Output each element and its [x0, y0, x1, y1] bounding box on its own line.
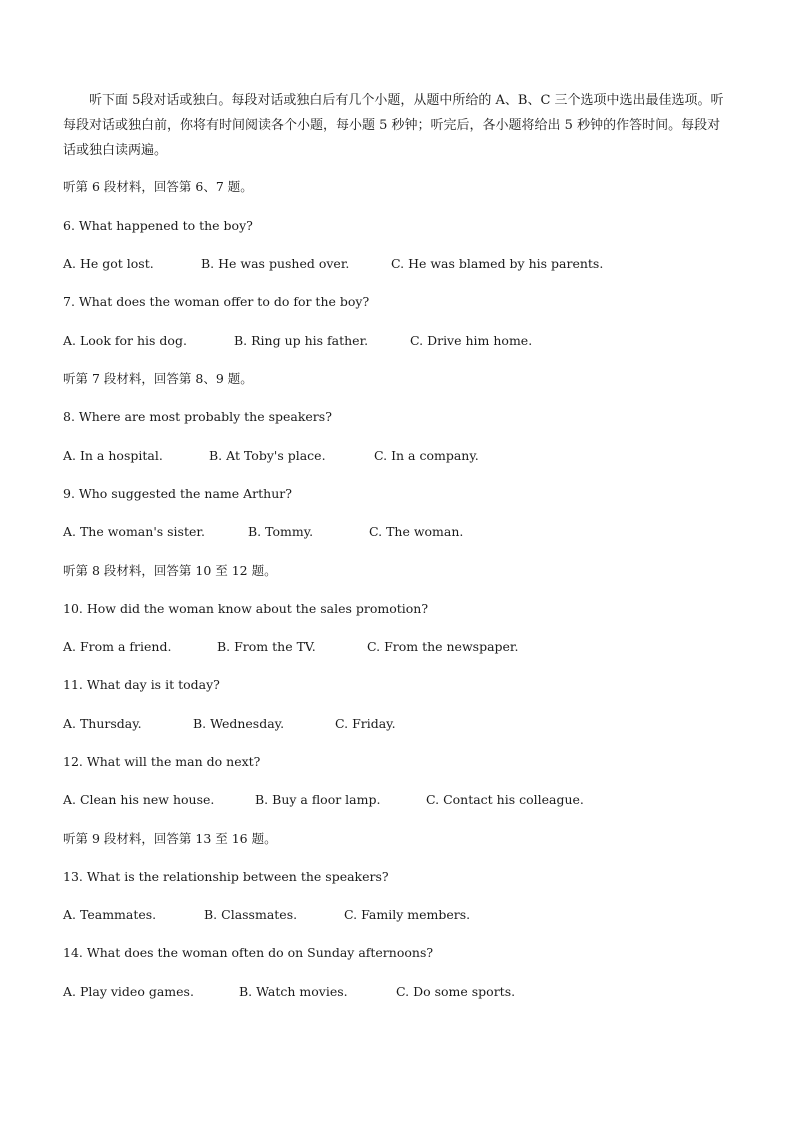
question-10: 10. How did the woman know about the sales promotion? — [63, 601, 429, 616]
option-b: B. Watch movies. — [239, 984, 348, 999]
option-c: C. Drive him home. — [410, 333, 533, 348]
question-11: 11. What day is it today? — [63, 677, 220, 692]
option-c: C. Do some sports. — [396, 984, 516, 999]
option-a: A. In a hospital. — [63, 448, 163, 463]
section-heading: 听第 6 段材料，回答第 6、7 题。 — [63, 179, 253, 194]
option-b: B. He was pushed over. — [201, 256, 350, 271]
option-b: B. Buy a floor lamp. — [255, 792, 381, 807]
question-13: 13. What is the relationship between the speakers? — [63, 869, 389, 884]
option-a: A. Play video games. — [63, 984, 194, 999]
question-7: 7. What does the woman offer to do for the boy? — [63, 294, 370, 309]
option-c: C. Family members. — [344, 907, 471, 922]
section-heading: 听第 8 段材料，回答第 10 至 12 题。 — [63, 563, 277, 578]
option-b: B. From the TV. — [217, 639, 316, 654]
option-a: A. From a friend. — [63, 639, 172, 654]
option-c: C. He was blamed by his parents. — [391, 256, 604, 271]
section-instructions: 听下面 5段对话或独白。每段对话或独白后有几个小题，从题中所给的 A、B、C 三个选项中选出最佳选项。听每段对话或独白前，你将有时间阅读各个小题，每小题 5 秒钟；听完后，各小题将给出 5 秒钟的作答时间。每段对话或独白读两遍。 — [63, 93, 724, 158]
option-a: A. Thursday. — [63, 716, 142, 731]
question-12: 12. What will the man do next? — [63, 754, 261, 769]
question-8: 8. Where are most probably the speakers? — [63, 409, 332, 424]
option-c: C. Contact his colleague. — [426, 792, 584, 807]
option-a: A. Clean his new house. — [63, 792, 215, 807]
question-6: 6. What happened to the boy? — [63, 218, 253, 233]
option-b: B. Classmates. — [204, 907, 298, 922]
option-a: A. Teammates. — [63, 907, 157, 922]
option-b: B. Ring up his father. — [234, 333, 369, 348]
section-heading: 听第 7 段材料，回答第 8、9 题。 — [63, 371, 253, 386]
question-14: 14. What does the woman often do on Sunday afternoons? — [63, 945, 434, 960]
question-9: 9. Who suggested the name Arthur? — [63, 486, 292, 501]
option-a: A. The woman's sister. — [63, 524, 205, 539]
option-c: C. The woman. — [369, 524, 464, 539]
section-heading: 听第 9 段材料，回答第 13 至 16 题。 — [63, 831, 277, 846]
option-b: B. At Toby's place. — [209, 448, 326, 463]
option-a: A. He got lost. — [63, 256, 154, 271]
option-b: B. Tommy. — [248, 524, 314, 539]
option-a: A. Look for his dog. — [63, 333, 187, 348]
option-b: B. Wednesday. — [193, 716, 285, 731]
option-c: C. In a company. — [374, 448, 479, 463]
option-c: C. From the newspaper. — [367, 639, 519, 654]
option-c: C. Friday. — [335, 716, 396, 731]
